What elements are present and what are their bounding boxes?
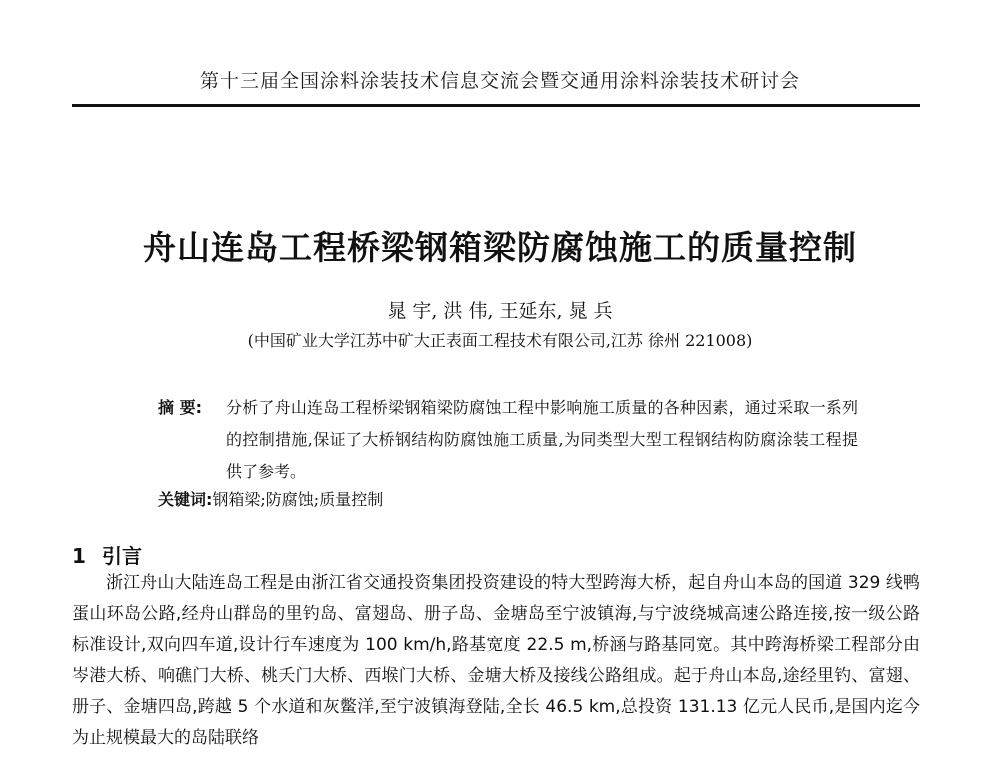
paper-title: 舟山连岛工程桥梁钢箱梁防腐蚀施工的质量控制 [143,228,857,267]
section-number: 1 [72,544,86,568]
section-heading [72,540,142,569]
keywords-text: 钢箱梁;防腐蚀;质量控制 [212,490,384,509]
keywords-label: 关键词: [158,490,213,509]
body-paragraph: 浙江舟山大陆连岛工程是由浙江省交通投资集团投资建设的特大型跨海大桥，起自舟山本岛的国道 329 线鸭蛋山环岛公路,经舟山群岛的里钓岛、富翅岛、册子岛、金塘岛至宁波镇海,与宁波绕城高速公路连接,按一级公路标准设计,双向四车道,设计行车速度为 100 km/h,路基宽度 22.5 m,桥涵与路基同宽。其中跨海桥梁工程部分由岑港大桥、响礁门大桥、桃夭门大桥、西堠门大桥、金塘大桥及接线公路组成。起于舟山本岛,途经里钓、富翅、册子、金塘四岛,跨越 5 个水道和灰鳖洋,至宁波镇海登陆,全长 46.5 km,总投资 131.13 亿元人民币,是国内迄今为止规模最大的岛陆联络 [72,573,920,748]
running-header: 第十三届全国涂料涂装技术信息交流会暨交通用涂料涂装技术研讨会 [199,70,800,92]
author-list: 晁 宇, 洪 伟, 王延东, 晁 兵 [387,300,613,322]
section-title: 引言 [102,544,142,568]
abstract-label: 摘 要: [158,398,202,417]
header-rule [72,104,920,107]
affiliation: (中国矿业大学江苏中矿大正表面工程技术有限公司,江苏 徐州 221008) [247,331,753,350]
abstract-text: 分析了舟山连岛工程桥梁钢箱梁防腐蚀工程中影响施工质量的各种因素，通过采取一系列的控制措施,保证了大桥钢结构防腐蚀施工质量,为同类型大型工程钢结构防腐涂装工程提供了参考。 [226,398,858,481]
keywords [158,488,383,512]
